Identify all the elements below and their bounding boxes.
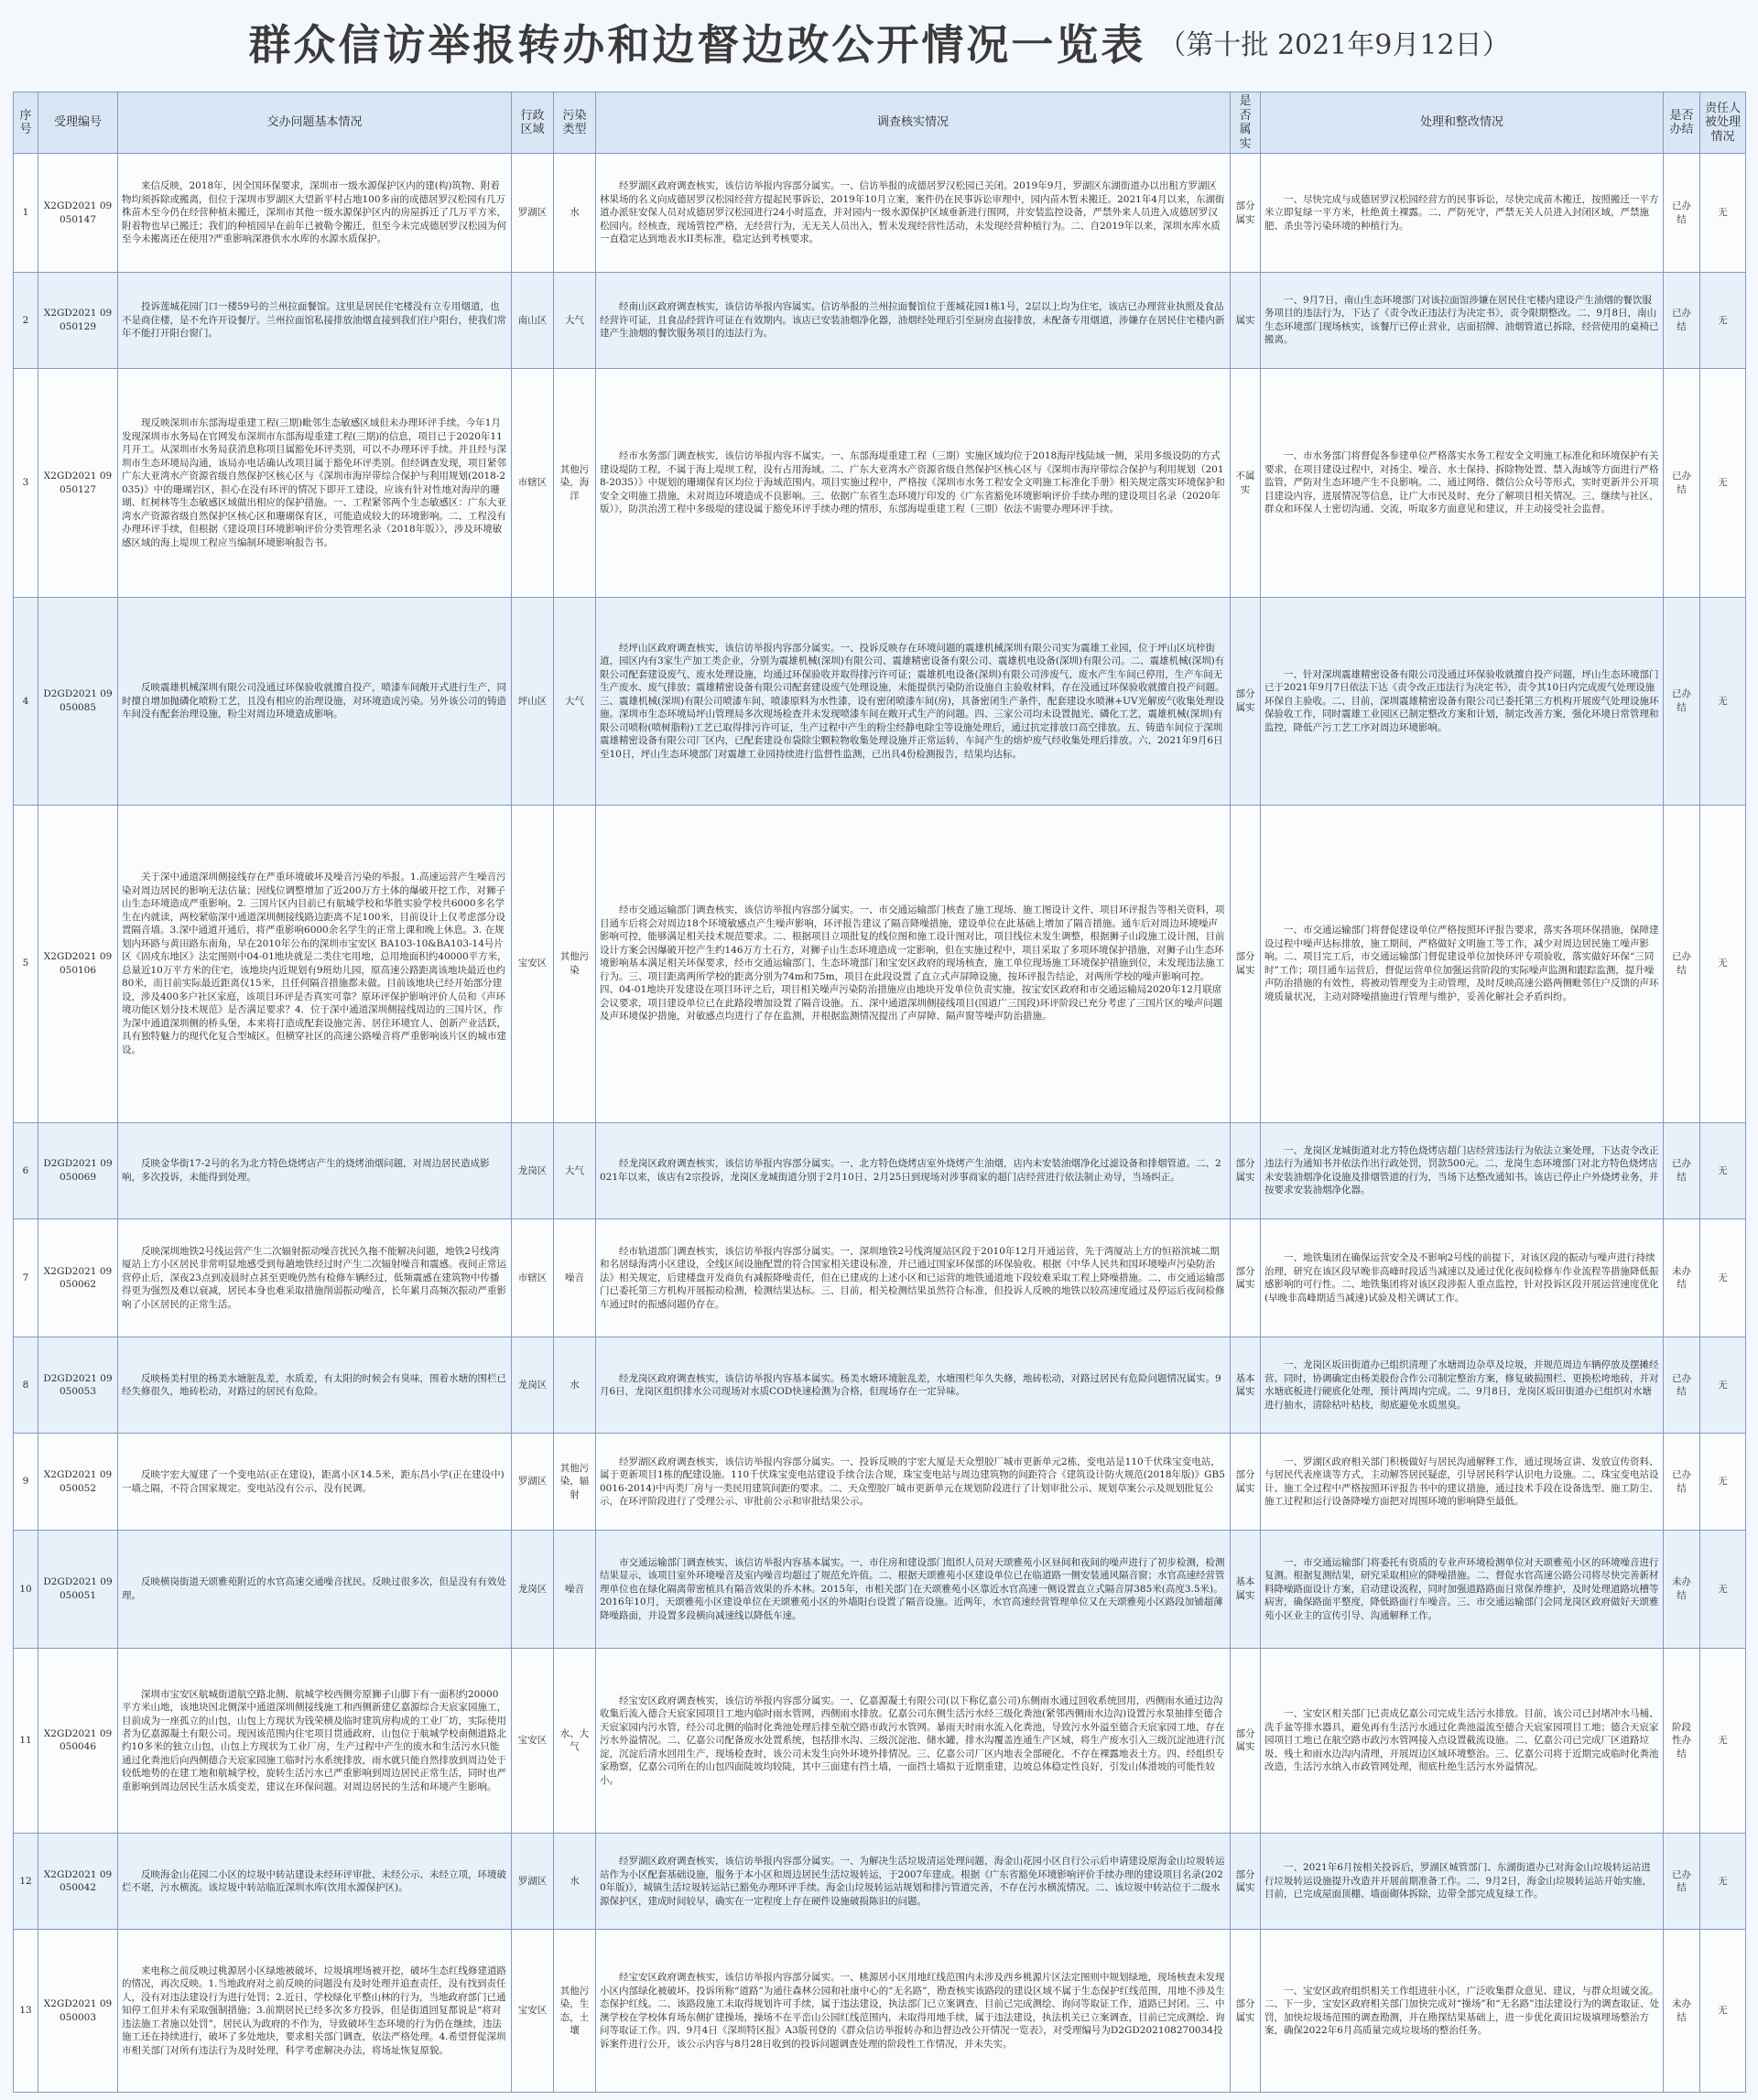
cell-basic: 反映金华街17-2号的名为北方特色烧烤店产生的烧烤油烟问题，对周边居民造成影响，多次投诉，未能得到处理。 bbox=[118, 1122, 512, 1218]
title-bar bbox=[0, 0, 1758, 84]
cell-region: 龙岗区 bbox=[512, 1530, 554, 1648]
cell-handle: 一、地铁集团在确保运营安全及不影响2号线的前提下，对该区段的振动与噪声进行持续治理，研究在该区段早晚非高峰时段适当减速以及通过优化夜间检修车作业流程等措施降低振感影响的可行性。二、地铁集团将对该区段涉振人重点监控，针对投诉区段开展运营速度优化(早晚非高峰期适当减速)试验及相关调试工作。 bbox=[1261, 1218, 1664, 1337]
table-row bbox=[14, 1648, 1746, 1833]
cell-handle: 一、针对深圳震雄精密设备有限公司没通过环保验收就擅自投产问题，坪山生态环境部门已于2021年9月7日依法下达《责令改正违法行为决定书》，责令其10日内完成废气处理设施环保自主验收。二、目前，深圳震雄精密设备有限公司已委托第三方机构开展废气处理设施环保验收工作，同时震雄工业园区已制定整改方案和计划，制定改善方案，强化环境日常管理和监控，降低产污工艺工序对周边环境影响。 bbox=[1261, 598, 1664, 805]
col-header-done: 是否办结 bbox=[1664, 92, 1700, 154]
cell-code: D2GD2021 09050069 bbox=[38, 1122, 118, 1218]
cell-basic: 现反映深圳市东部海堤重建工程(三期)毗邻生态敏感区域但未办理环评手续。今年1月发现深圳市水务局在官网发布深圳市东部海堤重建工程(三期)的信息，项目已于2020年11月开工。从深圳市水务局获消息称项目属豁免环评类别，可以不办理环评手续。并且经与深圳市生态环境局沟通，该局亦电话确认改项目属于豁免环评类别。但经调查发现，项目紧邻广东大亚湾水产资源省级自然保护区核心区与《深圳市海岸带综合保护与利用规划(2018-2035)》中的珊瑚岩区，担心在没有环评的情况下即开工建设，应该有针对性地对海岸的珊瑚、红树林等生态敏感区域做出相应的保护措施。一、工程紧邻两个生态敏感区：广东大亚湾水产资源省级自然保护区核心区和珊瑚保育区，可能造成较大的环境影响。二、工程没有办理环评手续，但根据《建设项目环境影响评价分类管理名录（2018年版）》，涉及环境敏感区域的海上堤坝工程应当编制环境影响报告书。 bbox=[118, 368, 512, 597]
cell-done: 未办结 bbox=[1664, 1930, 1700, 2093]
cell-region: 坪山区 bbox=[512, 598, 554, 805]
table-row bbox=[14, 1930, 1746, 2093]
cell-true: 部分属实 bbox=[1231, 1930, 1261, 2093]
col-header-verify: 调查核实情况 bbox=[596, 92, 1231, 154]
cell-handle: 一、龙岗区坂田街道办已组织清理了水塘周边杂草及垃圾，并规范周边车辆停放及摆摊经营。同时，协调确定由杨美股份合作公司制定整治方案，修复破损围栏、更换松垮地砖，并对水塘底板进行硬底化处理，预计两周内完成。二、9月8日，龙岗区坂田街道办已组织对水塘进行抽水，清除枯叶枯枝，彻底避免水质黑臭。 bbox=[1261, 1337, 1664, 1434]
cell-type: 水 bbox=[554, 1833, 596, 1929]
cell-basic: 反映深圳地铁2号线运营产生二次辐射振动噪音扰民久拖不能解决问题，地铁2号线湾厦站上方小区居民非常明显地感受到每趟地铁经过时产生二次辐射噪音和震感。夜间正常运营停止后，深夜23点到凌晨时点甚至更晚仍然有检修车辆经过，低频震感在建筑物中传播得更为强烈及难以衰减，居民本身也难采取措施削弱振动噪音，长年累月高频次振动严重影响了小区居民的正常生活。 bbox=[118, 1218, 512, 1337]
report-table bbox=[13, 92, 1746, 2093]
cell-done: 已办结 bbox=[1664, 1122, 1700, 1218]
cell-type: 其他污染，辐射 bbox=[554, 1434, 596, 1530]
col-header-region: 行政区域 bbox=[512, 92, 554, 154]
col-header-basic: 交办问题基本情况 bbox=[118, 92, 512, 154]
table-row bbox=[14, 272, 1746, 368]
cell-punish: 无 bbox=[1700, 1434, 1746, 1530]
cell-verify: 经市轨道部门调查核实，该信访举报内容部分属实。一、深圳地铁2号线湾厦站区段于2010年12月开通运营，先于湾厦站上方的恒裕滨城二期和名居绿海湾小区建设，全线区间设施配置的符合国家相关建设标准，并已通过国家环保部的环保验收。根据《中华人民共和国环境噪声污染防治法》相关规定，后建楼盘开发商负有减振降噪责任，但在已建成的上述小区和已运营的地铁通道地下段较难采取工程上降噪措施。二、市交通运输部门已委托第三方机构开展振动检测，检测结果达标。三、目前，相关检测结果虽然符合标准，但投诉人反映的地铁以较高速度通过及停运后夜间检修车通过时的振感问题仍存在。 bbox=[596, 1218, 1231, 1337]
cell-punish: 无 bbox=[1700, 368, 1746, 597]
cell-basic: 反映宇宏大厦建了一个变电站(正在建设)，距离小区14.5米，距东昌小学(正在建设中)一墙之隔，不符合国家规定。变电站没有公示，没有民调。 bbox=[118, 1434, 512, 1530]
cell-true: 部分属实 bbox=[1231, 598, 1261, 805]
cell-region: 宝安区 bbox=[512, 1648, 554, 1833]
cell-code: X2GD2021 09050129 bbox=[38, 272, 118, 368]
cell-basic: 反映杨美村里的杨美水塘脏乱差，水质差，有太阳的时候会有臭味，围着水塘的围栏已经失修很久，地砖松动，对路过的居民有危险。 bbox=[118, 1337, 512, 1434]
cell-region: 宝安区 bbox=[512, 1930, 554, 2093]
table-row bbox=[14, 1530, 1746, 1648]
cell-done: 已办结 bbox=[1664, 154, 1700, 272]
cell-punish: 无 bbox=[1700, 1930, 1746, 2093]
cell-done: 未办结 bbox=[1664, 1218, 1700, 1337]
cell-done: 已办结 bbox=[1664, 368, 1700, 597]
cell-done: 已办结 bbox=[1664, 1337, 1700, 1434]
cell-region: 宝安区 bbox=[512, 805, 554, 1122]
cell-handle: 一、宝安区相关部门已责成亿嘉公司完成生活污水排放。目前，该公司已封堵冲水马桶、洗手盆等排水器具，避免再有生活污水通过化粪池溢流至德合天宸家园项目工地；德合天宸家园项目工地已在航空路市政污水管网接入点设置截流设施。二、亿嘉公司已完成厂区道路垃圾、残土和雨水边沟内清理，开展周边区域环境整治。三、亿嘉公司将于近期完成临时化粪池改造，生活污水纳入市政管网处理，彻底杜绝生活污水外溢情况。 bbox=[1261, 1648, 1664, 1833]
table-row bbox=[14, 1434, 1746, 1530]
cell-punish: 无 bbox=[1700, 1337, 1746, 1434]
col-header-seq: 序号 bbox=[14, 92, 38, 154]
table-row bbox=[14, 154, 1746, 272]
cell-done: 已办结 bbox=[1664, 1833, 1700, 1929]
cell-handle: 一、市交通运输部门将委托有资质的专业声环境检测单位对天颂雅苑小区的环境噪音进行复测。根据复测结果，研究采取相应的降噪措施。二、督促水官高速公路公司将尽快完善新材料降噪路面设计方案，启动建设流程，同时加强道路路面日常保养维护，及时处理道路坑槽等病害，确保路面平整度，降低路面行车噪音。三、市交通运输部门会同龙岗区政府做好天颂雅苑小区业主的宣传引导、沟通解释工作。 bbox=[1261, 1530, 1664, 1648]
cell-basic: 反映横岗街道天颂雅苑附近的水官高速交通噪音扰民。反映过很多次，但是没有有效处理。 bbox=[118, 1530, 512, 1648]
table-row bbox=[14, 805, 1746, 1122]
table-header-row bbox=[14, 92, 1746, 154]
cell-code: D2GD2021 09050085 bbox=[38, 598, 118, 805]
cell-handle: 一、2021年6月按相关投诉后，罗湖区城管部门、东湖街道办已对海金山垃圾转运站进行垃圾转运设施提升改造并开展前期准备工作。二、9月2日，海金山垃圾转运站开始实施，目前，已完成屋面顶棚、墙面砌体拆除，边带全部完成复绿工作。 bbox=[1261, 1833, 1664, 1929]
table-row bbox=[14, 598, 1746, 805]
cell-verify: 经坪山区政府调查核实，该信访举报内容部分属实。一、投诉反映存在环境问题的震雄机械深圳有限公司实为震雄工业园，位于坪山区坑梓街道，园区内有3家生产加工类企业，分别为震雄机械(深圳)有限公司、震雄精密设备有限公司、震雄机电设备(深圳)有限公司。二、震雄机械(深圳)有限公司配套建设废气、废水处理设施，均通过环保验收并取得排污许可证；震雄机电设备(深圳)有限公司涉废气、废水产生车间已停用，生产车间无生产废水、废气排放；震雄精密设备有限公司配套建设废气处理设施，未能提供污染防治设施自主验收材料，存在没通过环保验收就擅自投产问题。三、震雄机械(深圳)有限公司喷漆车间，喷漆原料为水性漆，设有密闭喷漆车间(房)，具备密闭生产条件，配套建设水喷淋+UV光解废气收集处理设施。深圳市生态环境局坪山管理局多次现场检查并未发现喷漆车间在敞开式生产的问题。四、三家公司均未设置抛光、磷化工艺，震雄机械(深圳)有限公司喷粉(喷树脂粉)工艺已取得排污许可证，生产过程中产生的粉尘经静电除尘等设施处理后，通过抗定排放口高空排放。五、铸造车间位于深圳震雄精密设备有限公司厂区内，已配套建设布袋除尘颗粒物收集处理设施并正常运转，车间产生的熔炉废气经收集处理后排放。六、2021年9月6日至10日，坪山生态环境部门对震雄工业园持续进行监督性监测，已出具4份检测报告，结果均达标。 bbox=[596, 598, 1231, 805]
cell-seq: 5 bbox=[14, 805, 38, 1122]
cell-done: 已办结 bbox=[1664, 805, 1700, 1122]
page-subtitle: （第十批 2021年9月12日） bbox=[1158, 29, 1510, 61]
cell-seq: 3 bbox=[14, 368, 38, 597]
table-row bbox=[14, 1833, 1746, 1929]
cell-verify: 经罗湖区政府调查核实，该信访举报内容部分属实。一、信访举报的成德居罗汉松园已关闭。2019年9月，罗湖区东湖街道办以出租方罗湖区林果场的名义向成德居罗汉松园经营方提起民事诉讼，2019年10月立案，案件仍在民事诉讼审理中，园内苗木暂未搬迁。2021年4月以来，东湖街道办派驻安保人员对成德居罗汉松园进行24小时巡查，并对园内一级水源保护区域垂新进行围网，并安装监控设备，严禁外来人员进入成德居罗汉松园内。经核查，现场管控严格，无经营行为，无无关人员出入，暂未发现经营性活动，未发现经营种植行为。二、自2019年以来，深圳水库水质一直稳定达到地表水II类标准，稳定达到考核要求。 bbox=[596, 154, 1231, 272]
table-row bbox=[14, 1218, 1746, 1337]
cell-basic: 投诉莲城花园门口一楼59号的兰州拉面餐馆。这里是居民住宅楼没有立专用烟道，也不是商住楼，是不允许开设餐厅。兰州拉面馆私接排放油烟直接到我们住户阳台，使我们常年不能打开阳台窗门。 bbox=[118, 272, 512, 368]
cell-handle: 一、尽快完成与成德居罗汉松园经营方的民事诉讼，尽快完成苗木搬迁，按照搬迁一平方米立即复绿一平方米，杜绝黄土裸露。二、严防死守，严禁无关人员进入封闭区域，严禁施肥、杀虫等污染环境的种植行为。 bbox=[1261, 154, 1664, 272]
cell-code: X2GD2021 09050127 bbox=[38, 368, 118, 597]
cell-type: 其他污染，海洋 bbox=[554, 368, 596, 597]
table-row bbox=[14, 1337, 1746, 1434]
cell-code: X2GD2021 09050052 bbox=[38, 1434, 118, 1530]
cell-done: 已办结 bbox=[1664, 598, 1700, 805]
cell-basic: 反映海金山花园二小区的垃圾中转站建设未经环评审批、未经公示、未经立项，环境破烂不堪，污水横流。该垃圾中转站临近深圳水库(饮用水源保护区)。 bbox=[118, 1833, 512, 1929]
cell-done: 未办结 bbox=[1664, 1530, 1700, 1648]
cell-handle: 一、龙岗区龙城街道对北方特色烧烤店超门店经营违法行为依法立案处理，下达责令改正违法行为通知书并依法作出行政处罚，罚款500元。二、龙岗生态环境部门对北方特色烧烤店未安装油烟净化设施及排烟管道的行为，当场下达整改通知书。该店已停止户外烧烤业务，并按要求安装油烟净化器。 bbox=[1261, 1122, 1664, 1218]
cell-verify: 经南山区政府调查核实，该信访举报内容属实。信访举报的兰州拉面餐馆位于莲城花园1栋1号，2层以上均为住宅，该店已办理营业执照及食品经营许可证，且食品经营许可证在有效期内。该店已安装油烟净化器，油烟经处理后引至厨房直接排放，未配备专用烟道，涉嫌存在居民住宅楼内新建产生油烟的餐饮服务项目的违法行为。 bbox=[596, 272, 1231, 368]
cell-punish: 无 bbox=[1700, 1530, 1746, 1648]
cell-done: 已办结 bbox=[1664, 1434, 1700, 1530]
cell-punish: 无 bbox=[1700, 1122, 1746, 1218]
cell-punish: 无 bbox=[1700, 1218, 1746, 1337]
cell-true: 部分属实 bbox=[1231, 1833, 1261, 1929]
cell-region: 龙岗区 bbox=[512, 1122, 554, 1218]
cell-punish: 无 bbox=[1700, 1833, 1746, 1929]
cell-seq: 1 bbox=[14, 154, 38, 272]
cell-seq: 12 bbox=[14, 1833, 38, 1929]
cell-seq: 11 bbox=[14, 1648, 38, 1833]
cell-true: 部分属实 bbox=[1231, 1218, 1261, 1337]
cell-type: 大气 bbox=[554, 272, 596, 368]
cell-code: X2GD2021 09050046 bbox=[38, 1648, 118, 1833]
cell-code: X2GD2021 09050003 bbox=[38, 1930, 118, 2093]
cell-region: 罗湖区 bbox=[512, 1833, 554, 1929]
col-header-handle: 处理和整改情况 bbox=[1261, 92, 1664, 154]
cell-seq: 2 bbox=[14, 272, 38, 368]
col-header-code: 受理编号 bbox=[38, 92, 118, 154]
cell-region: 罗湖区 bbox=[512, 154, 554, 272]
cell-true: 部分属实 bbox=[1231, 154, 1261, 272]
cell-code: D2GD2021 09050051 bbox=[38, 1530, 118, 1648]
col-header-punish: 责任人被处理情况 bbox=[1700, 92, 1746, 154]
cell-seq: 8 bbox=[14, 1337, 38, 1434]
cell-verify: 经罗湖区政府调查核实，该信访举报内容部分属实。一、为解决生活垃圾清运处理问题，海金山花园小区自行公示后申请建设原海金山垃圾转运站作为小区配套基础设施，服务于本小区和周边居民生活垃圾转运，于2007年建成。根据《广东省豁免环境影响评价手续办理的建设项目名录(2020年版)》，城镇生活垃圾转运站已豁免办理环评手续。海金山垃圾转运站规划和排污管道完善，不存在污水横流情况。二、该垃圾中转站位于二级水源保护区，建成时间较早，确实在一定程度上存在硬件设施破损陈旧的问题。 bbox=[596, 1833, 1231, 1929]
cell-seq: 10 bbox=[14, 1530, 38, 1648]
page-title: 群众信访举报转办和边督边改公开情况一览表 bbox=[248, 20, 1146, 70]
cell-punish: 无 bbox=[1700, 272, 1746, 368]
cell-seq: 6 bbox=[14, 1122, 38, 1218]
cell-type: 水 bbox=[554, 154, 596, 272]
cell-true: 部分属实 bbox=[1231, 805, 1261, 1122]
cell-verify: 经市交通运输部门调查核实，该信访举报内容部分属实。一、市交通运输部门核查了施工现场、施工图设计文件、项目环评报告等相关资料，项目通车后将会对周边18个环境敏感点产生噪声影响，环评报告建议了隔音降噪措施，建设单位在此基础上增加了隔音措施。通车后对周边环境噪声影响可控，能够满足相关技术规范要求。二、根据项目立项批复的线位图和施工设计图对比，项目线位未发生调整，根据狮子山段施工设计图，目前设计方案会因爆破开挖产生约146万方土石方，对狮子山生态环境造成一定影响，但在实施过程中，项目采取了多项环境保护措施，对狮子山生态环境影响基本满足相关环保要求，经市交通运输部门、生态环境部门和宝安区政府的现场核查，施工单位现场施工环境保护措施到位，未发现违法施工行为。三、项目距离两所学校的距离分别为74m和75m，项目在此段设置了直立式声屏障设施，按环评报告结论，对两所学校的噪声影响可控。四、04-01地块开发建设在项目环评之后，项目相关噪声污染防治措施应由地块开发单位负责实施，按宝安区政府和市交通运输局2020年12月联席会议要求，项目建设单位已在此路段增加设置了隔音设施。五、深中通道深圳侧接线项目(国道广三国段)环评阶段已充分考虑了三国片区的噪声问题及声环境保护措施，对敏感点均进行了存在监测，并根据监测情况提出了声屏障、隔声窗等噪声防治措施。 bbox=[596, 805, 1231, 1122]
col-header-true: 是否属实 bbox=[1231, 92, 1261, 154]
cell-region: 罗湖区 bbox=[512, 1434, 554, 1530]
cell-code: X2GD2021 09050062 bbox=[38, 1218, 118, 1337]
cell-type: 噪音 bbox=[554, 1530, 596, 1648]
col-header-type: 污染类型 bbox=[554, 92, 596, 154]
cell-verify: 经龙岗区政府调查核实，该信访举报内容基本属实。杨美水塘环境脏乱差，水塘围栏年久失修，地砖松动，对路过居民有危险问题情况属实。9月6日，龙岗区组织排水公司现场对水质COD快速检测为合格，但现场存在一定异味。 bbox=[596, 1337, 1231, 1434]
cell-region: 龙岗区 bbox=[512, 1337, 554, 1434]
cell-true: 基本属实 bbox=[1231, 1337, 1261, 1434]
cell-true: 部分属实 bbox=[1231, 1434, 1261, 1530]
cell-type: 噪音 bbox=[554, 1218, 596, 1337]
cell-type: 其他污染 bbox=[554, 805, 596, 1122]
cell-true: 部分属实 bbox=[1231, 1122, 1261, 1218]
cell-basic: 关于深中通道深圳侧接线存在严重环境破坏及噪音污染的举报。1.高速运营产生噪音污染对周边居民的影响无法估量；因线位调整增加了近200万方土体的爆破开挖工作，对狮子山生态环境造成严重影响。2. 三国片区内目前已有航城学校和华胜实验学校共6000多名学生在内就读，两校紧临深中通道深圳侧接线路边距离不足100米，目前设计上仅考虑部分设置隔音墙。3.深中通道开通后，将严重影响6000余名学生的正常上课和晚上休息。3. 在规划内环路与黄田路东南角，早在2010年公布的深圳市宝安区 BA103-10&BA103-14号片区《固戍东地区》法定图则中04-01地块就是二类住宅用地，总用地面积约40000平方米，总量近10万平方米的住宅，该地块内近规划有9班幼儿园，原高速公路距离该地块最近也约80米，而目前实际最近距离仅15米，且任何隔音措施都未做。目前该地块已经开始部分建设，涉及400多户社区家庭，该项目环评是否真实可靠？原环评保护影响评价人员和《声环境功能区划分技术规范》是否满足要求？4．位于深中通道深圳侧接线周边的三国片区，作为深中通道深圳侧的桥头堡，本来将打造成配套设施完善、居住环境宜人、创新产业活跃，具有独特魅力的现代化复合型城区。但横穿社区的高速公路噪音将严重影响该片区的城市建设。 bbox=[118, 805, 512, 1122]
cell-seq: 13 bbox=[14, 1930, 38, 2093]
cell-punish: 无 bbox=[1700, 154, 1746, 272]
table-row bbox=[14, 1122, 1746, 1218]
cell-true: 不属实 bbox=[1231, 368, 1261, 597]
cell-code: X2GD2021 09050106 bbox=[38, 805, 118, 1122]
cell-code: D2GD2021 09050053 bbox=[38, 1337, 118, 1434]
cell-code: X2GD2021 09050042 bbox=[38, 1833, 118, 1929]
cell-verify: 经龙岗区政府调查核实，该信访举报内容部分属实。一、北方特色烧烤店室外烧烤产生油烟，店内未安装油烟净化过滤设备和排烟管道。二、2021年以来，该店有2宗投诉，龙岗区龙城街道分别于2月10日、2月25日到现场对涉事商家的超门店经营进行依法制止劝导，当场纠正。 bbox=[596, 1122, 1231, 1218]
cell-region: 南山区 bbox=[512, 272, 554, 368]
cell-type: 大气 bbox=[554, 1122, 596, 1218]
cell-handle: 一、市水务部门将督促各参建单位严格落实水务工程安全文明施工标准化和环境保护有关要求，在项目建设过程中，对扬尘、噪音、水土保持、拆除物处置、禁入海域等方面进行严格监管，严防对生态环境产生不良影响。二、通过网络、微信公众号等形式，实时更新并公开项目建设内容，进展情况等信息，让广大市民及时、充分了解项目相关情况。三、继续与社区、群众和环保人士密切沟通、交流，听取多方面意见和建议，并主动接受社会监督。 bbox=[1261, 368, 1664, 597]
cell-handle: 一、市交通运输部门将督促建设单位严格按照环评报告要求，落实各项环保措施，保障建设过程中噪声达标排放，施工期间，严格做好文明施工等工作，减少对周边居民施工噪声影响。二、项目完工后，市交通运输部门督促建设单位加快环评专项验收，落实做好环保“三同时”工作；项目通车运营后，督促运营单位加强运营阶段的实际噪声监测和跟踪监测，提升噪声防治措施的有效性，将被动管理变为主动管理，及时反映高速公路两侧毗邻住户反馈的声环境质量状况，主动对降噪措施进行管理与维护，妥善化解社会矛盾纠纷。 bbox=[1261, 805, 1664, 1122]
table-row bbox=[14, 368, 1746, 597]
cell-region: 市辖区 bbox=[512, 368, 554, 597]
cell-basic: 反映震雄机械深圳有限公司没通过环保验收就擅自投产，喷漆车间敞开式进行生产，同时擅自增加抛磷化喷粉工艺，且没有相应的治理设施，对环境造成污染。另外该公司的铸造车间没有配套治理设施，粉尘对周边环境造成影响。 bbox=[118, 598, 512, 805]
cell-done: 已办结 bbox=[1664, 272, 1700, 368]
cell-seq: 7 bbox=[14, 1218, 38, 1337]
cell-type: 水 bbox=[554, 1337, 596, 1434]
cell-true: 属实 bbox=[1231, 272, 1261, 368]
cell-basic: 深圳市宝安区航城街道航空路北侧、航城学校西侧旁原狮子山脚下有一面积约20000平方米山地，该地块因北侧深中通道深圳侧接线施工和西侧新建亿嘉源综合天宸家园施工，目前成为一座孤立的山包，山包上方现状为钱荣横及临时建筑房构成的工业厂坊，实际使用者为亿嘉源凝土有限公司。现因该范围内住宅项目贯通政府，山包位于航城学校南侧道路北约10多米的独立山包，山包上方现状为工业厂房，生产过程中产生的废水和生活污水只能通过化粪池后向西侧德合天宸家园施工临时污水系统排放，雨水就只能自然排放到周边处于较低地势的在建工地和航城学校，旋转生活污水已严重影响到周边居民正常生活，同时也严重影响到周边居民生活水质变差，建议在环保问题。对周边居民的生活和环境产生影响。 bbox=[118, 1648, 512, 1833]
cell-region: 市辖区 bbox=[512, 1218, 554, 1337]
cell-punish: 无 bbox=[1700, 1648, 1746, 1833]
cell-type: 其他污染，生态，土壤 bbox=[554, 1930, 596, 2093]
cell-type: 水、大气 bbox=[554, 1648, 596, 1833]
cell-basic: 来信反映，2018年，因全国环保要求，深圳市一级水源保护区内的建(构)筑物、附着物均须拆除或搬离，但位于深圳市罗湖区大望新平村占地100多亩的成德居罗汉松园有几万株苗木至今仍在经营种植未搬迁，深圳市其他一级水源保护区内的房屋拆迁了几万平方米，附着物也早已搬迁；我们的种植园早在前年已被勒令搬迁，但至今未完成德居罗汉松园为何至今未搬离还在使用?严重影响深港供水水库的水源水质保护。 bbox=[118, 154, 512, 272]
cell-verify: 经市水务部门调查核实，该信访举报内容不属实。一、东部海堤重建工程（三期）实施区域均位于2018海岸线陆域一侧，采用多级设防的方式建设堤防工程，不属于海上堤坝工程，没有占用海域。二、广东大亚湾水产资源省级自然保护区核心区与《深圳市海岸带综合保护与利用规划（2018-2035）》中规划的珊瑚保育区均位于海域范围内。项目实施过程中，严格按《深圳市水务工程安全文明施工标准化手册》相关规定落实环境保护和安全文明施工措施，未对周边环境造成不良影响。三、依据广东省生态环境厅印发的《广东省豁免环境影响评价手续办理的建设项目名录（2020年版）》，防洪治涝工程中多级堤的建设属于豁免环评手续办理的情形，东部海堤重建工程（三期）依法不需要办理环评手续。 bbox=[596, 368, 1231, 597]
cell-verify: 经宝安区政府调查核实，该信访举报内容部分属实。一、桃源居小区用地红线范围内未涉及西乡桃源片区法定图则中规划绿地，现场核查未发现小区内部绿化被破坏。投诉所称“道路”为通往森林公园和社康中心的“无名路”，勘查核实该路段的建设区域不属于生态保护红线范围，用地不涉及生态保护红线。二、该路段施工未取得规划许可手续，属于违法建设，执法部门已立案调查，目前已完成测绘、询问等取证工作，道路已封闭。三、中澳学校在学校体育场东侧扩建操场，操场不在平峦山公园红线范围内，未取得用地手续，属于违法建设，执法机关已立案调查，目前已完成测绘、询问等取证工作。四、9月4日《深圳特区报》A3版刊登的《群众信访举报转办和边督边改公开情况一览表》，对受理编号为D2GD202108270034投诉案件进行公开，该公示内容与8月28日收到的投诉问题调查处理的阶段性工作情况，并未失实。 bbox=[596, 1930, 1231, 2093]
cell-handle: 一、9月7日，南山生态环境部门对该拉面馆涉嫌在居民住宅楼内建设产生油烟的餐饮服务项目的违法行为，下达了《责令改正违法行为决定书》，责令限期整改。二、9月8日，南山生态环境部门现场核实，该餐厅已停止营业，店面招牌、油烟管道已拆除，经营使用的桌椅已搬离。 bbox=[1261, 272, 1664, 368]
cell-punish: 无 bbox=[1700, 805, 1746, 1122]
cell-handle: 一、宝安区政府组织相关工作组进驻小区，广泛收集群众意见、建议，与群众坦诚交流。二、下一步，宝安区政府相关部门加快完成对“操场”和“无名路”违法建设行为的调查取证、处罚，加快垃圾场范围的调查勘测，并在勘探结果基础上，进一步优化黄田垃圾填埋场整治方案，确保2022年6月高质量完成垃圾场的整治任务。 bbox=[1261, 1930, 1664, 2093]
cell-true: 基本属实 bbox=[1231, 1530, 1261, 1648]
cell-seq: 9 bbox=[14, 1434, 38, 1530]
cell-done: 阶段性办结 bbox=[1664, 1648, 1700, 1833]
cell-verify: 经罗湖区政府调查核实，该信访举报内容部分属实。一、投诉反映的宇宏大厦是天众塑胶厂城市更新单元2栋，变电站是110千伏珠宝变电站，属于更新项目1栋的配建设施。110千伏珠宝变电站建设手续合法合规，珠宝变电站与周边建筑物的间距符合《建筑设计防火规范(2018年版)》GB50016-2014)中丙类厂房与一类民用建筑间距的要求。二、天众塑胶厂城市更新单元在规划阶段进行了计划审批公示、规划草案公示及规划批复公示，在环评阶段进行了受理公示、审批前公示和审批结果公示。 bbox=[596, 1434, 1231, 1530]
cell-verify: 经宝安区政府调查核实，该信访举报内容部分属实。一、亿嘉源凝土有限公司(以下称亿嘉公司)东侧雨水通过回收系统回用，西侧雨水通过边沟收集后流入德合天宸家园项目工地内临时雨水管网，西侧雨水排放。亿嘉公司东侧生活污水经三级化粪池(紧邻西侧雨水边沟)设置污水泵抽排至德合天宸家园内污水管，经公司北侧的临时化粪池处理后排至航空路市政污水管网。暴雨天时雨水流入化粪池，导致污水外溢至德合天宸家园工地，存在污水外溢情况。二、亿嘉公司配备废水处置系统，包括排水沟、三级沉淀池、储水罐，排水沟覆盖连通生产区域，将生产废水引入三级沉淀池进行沉淀，沉淀后清水回用生产，现场检查时，该公司未发生向外环境外排情况。三、亿嘉公司厂区内地表全部硬化，不存在裸露地表土方。四、经组织专家勘察，亿嘉公司所在的山包四面陡坡均较陡，其中三面建有挡土墙，一面挡土墙拟于近期重建，边坡总体稳定性良好，引发山体滑坡的可能性较小。 bbox=[596, 1648, 1231, 1833]
cell-true: 部分属实 bbox=[1231, 1648, 1261, 1833]
cell-basic: 来电称之前反映过桃源居小区绿地被破坏，垃圾填埋场被开挖，破坏生态红线修建道路的情况，再次反映。1.当地政府对之前反映的问题没有及时处理并追查责任，没有找到责任人，没有对违法建设行为进行处罚；2.近日，学校绿化平整山林的行为，当地政府部门已通知停工但并未有采取强制措施；3.前期居民已经多次多方投诉，但是街道回复都说是“将对违法施工者施以处罚”，居民认为政府的不作为，导致破坏生态环境的行为仍在继续，违法施工还在持续进行，破坏了多处地块，要求相关部门调查，依法严格处理。4.希望督促深圳市相关部门对所有违法行为及时处理，科学考虑解决办法，将场址恢复原貌。 bbox=[118, 1930, 512, 2093]
cell-code: X2GD2021 09050147 bbox=[38, 154, 118, 272]
cell-type: 大气 bbox=[554, 598, 596, 805]
cell-verify: 市交通运输部门调查核实，该信访举报内容基本属实。一、市住房和建设部门组织人员对天颂雅苑小区昼间和夜间的噪声进行了初步检测，检测结果显示，该项目室外环境噪音及室内噪音均超过了规范允许值。二、根据天颂雅苑小区建设单位已在临道路一侧安装通风隔音窗；水官高速经营管理单位也在绿化隔离带密植具有隔音效果的乔木林。2015年，市相关部门在天颂雅苑小区靠近水官高速一侧设置直立式隔音屏385米(高度3.5米)。2016年10月，天颂雅苑小区建设单位在天颂雅苑小区的外墙阳台设置了隔音设施。近两年，水官高速经营管理单位又在天颂雅苑小区路段加铺超薄降噪路面，并设置多段横向减速线以降低车速。 bbox=[596, 1530, 1231, 1648]
cell-seq: 4 bbox=[14, 598, 38, 805]
cell-handle: 一、罗湖区政府相关部门积极做好与居民沟通解释工作，通过现场宣讲、发放宣传资料、与居民代表座谈等方式，主动解答居民疑虑，引导居民科学认识电力设施。二、珠宝变电站设计、施工全过程中严格按照环评报告书中的建议措施，通过技术手段在设备选型、施工防尘、施工过程和运行设备降噪方面把对周围环境的影响降至最低。 bbox=[1261, 1434, 1664, 1530]
cell-punish: 无 bbox=[1700, 598, 1746, 805]
